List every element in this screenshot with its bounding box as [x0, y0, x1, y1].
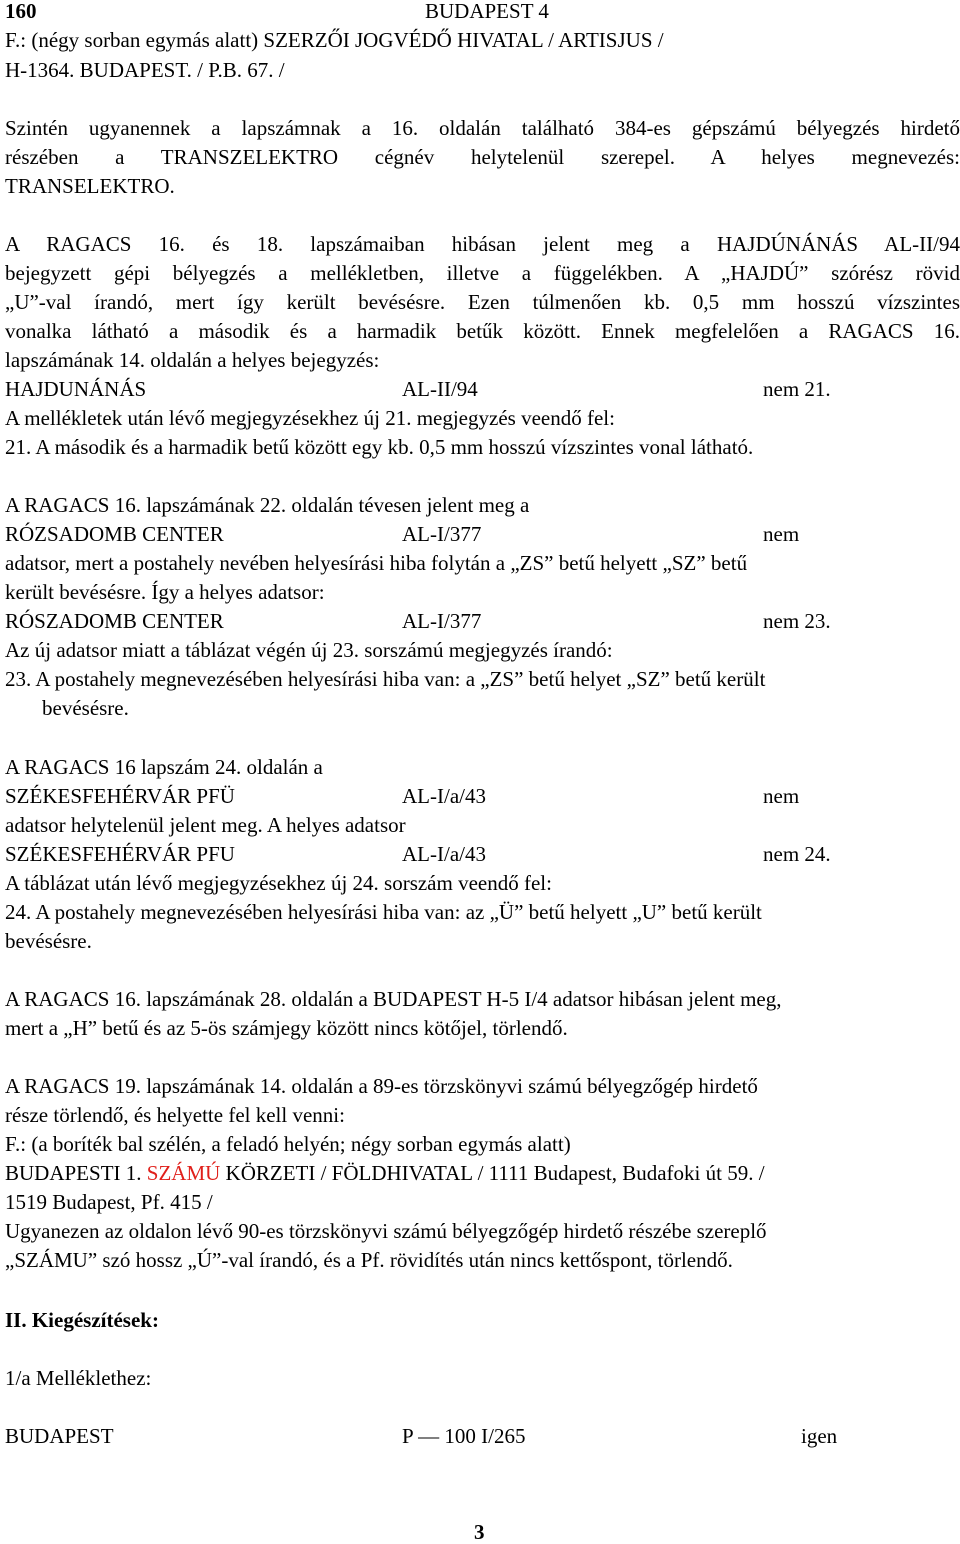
paragraph-line: 23. A postahely megnevezésében helyesírási hiba van: a „ZS” betű helyet „SZ” betű került — [5, 667, 766, 691]
row-code: AL-I/a/43 — [402, 842, 486, 866]
row-name: RÓSZADOMB CENTER — [5, 609, 224, 633]
paragraph-line: mert a „H” betű és az 5-ös számjegy között nincs kötőjel, törlendő. — [5, 1016, 568, 1040]
paragraph-line: adatsor helytelenül jelent meg. A helyes adatsor — [5, 813, 406, 837]
paragraph-line: TRANSELEKTRO. — [5, 174, 175, 198]
paragraph-line: részében a TRANSZELEKTRO cégnév helytelenül szerepel. A helyes megnevezés: — [5, 145, 960, 169]
paragraph-line: Az új adatsor miatt a táblázat végén új 23. sorszámú megjegyzés írandó: — [5, 638, 613, 662]
row-code: AL-I/377 — [402, 609, 482, 633]
row-code: AL-I/377 — [402, 522, 482, 546]
paragraph-line: 24. A postahely megnevezésében helyesírási hiba van: az „Ü” betű helyett „U” betű került — [5, 900, 762, 924]
paragraph-line: vonalka látható a második és a harmadik betűk között. Ennek megfelelően a RAGACS 16. — [5, 319, 960, 343]
paragraph-line: A RAGACS 16. lapszámának 28. oldalán a BUDAPEST H-5 I/4 adatsor hibásan jelent meg, — [5, 987, 782, 1011]
page-number: 160 — [5, 0, 37, 23]
paragraph-line: adatsor, mert a postahely nevében helyesírási hiba folytán a „ZS” betű helyett „SZ” betű — [5, 551, 748, 575]
header-line: H-1364. BUDAPEST. / P.B. 67. / — [5, 58, 285, 82]
paragraph-line: bejegyzett gépi bélyegzés a mellékletben, illetve a függelékben. A „HAJDÚ” szórész rövid — [5, 261, 960, 285]
row-name: HAJDUNÁNÁS — [5, 377, 147, 401]
row-flag: nem — [763, 784, 800, 808]
row-name: SZÉKESFEHÉRVÁR PFÜ — [5, 784, 235, 808]
paragraph-line: A RAGACS 19. lapszámának 14. oldalán a 89-es törzskönyvi számú bélyegzőgép hirdető — [5, 1074, 758, 1098]
row-flag: nem 24. — [763, 842, 831, 866]
paragraph-line: „SZÁMU” szó hossz „Ú”-val írandó, és a Pf. rövidítés után nincs kettőspont, törlendő. — [5, 1248, 733, 1272]
paragraph-line: A mellékletek után lévő megjegyzésekhez új 21. megjegyzés veendő fel: — [5, 406, 615, 430]
row-flag: igen — [801, 1424, 838, 1448]
paragraph-line: F.: (a boríték bal szélén, a feladó helyén; négy sorban egymás alatt) — [5, 1132, 571, 1156]
paragraph-line: része törlendő, és helyette fel kell venni: — [5, 1103, 345, 1127]
text-segment: KÖRZETI / FÖLDHIVATAL / 1111 Budapest, Budafoki út 59. / — [225, 1161, 765, 1185]
paragraph-line: A táblázat után lévő megjegyzésekhez új 24. sorszám veendő fel: — [5, 871, 552, 895]
paragraph-line: bevésésre. — [5, 929, 92, 953]
paragraph-line: 21. A második és a harmadik betű között egy kb. 0,5 mm hosszú vízszintes vonal látható. — [5, 435, 754, 459]
paragraph-line: A RAGACS 16 lapszám 24. oldalán a — [5, 755, 323, 779]
row-name: RÓZSADOMB CENTER — [5, 522, 224, 546]
page-title: BUDAPEST 4 — [425, 0, 549, 23]
paragraph-line: Ugyanezen az oldalon lévő 90-es törzskönyvi számú bélyegzőgép hirdető részébe szereplő — [5, 1219, 767, 1243]
highlighted-word: SZÁMÚ — [146, 1161, 221, 1185]
paragraph-line: A RAGACS 16. lapszámának 22. oldalán tévesen jelent meg a — [5, 493, 530, 517]
text-segment: BUDAPESTI 1. — [5, 1161, 142, 1185]
row-name: SZÉKESFEHÉRVÁR PFU — [5, 842, 235, 866]
row-name: BUDAPEST — [5, 1424, 114, 1448]
paragraph-line: Szintén ugyanennek a lapszámnak a 16. oldalán található 384-es gépszámú bélyegzés hirdető — [5, 116, 960, 140]
row-code: P — 100 I/265 — [402, 1424, 526, 1448]
row-code: AL-I/a/43 — [402, 784, 486, 808]
row-flag: nem — [763, 522, 800, 546]
row-flag: nem 21. — [763, 377, 831, 401]
header-line: F.: (négy sorban egymás alatt) SZERZŐI JOGVÉDŐ HIVATAL / ARTISJUS / — [5, 28, 664, 52]
footer-page-number: 3 — [474, 1520, 485, 1544]
paragraph-line: 1519 Budapest, Pf. 415 / — [5, 1190, 213, 1214]
paragraph-line — [5, 1163, 765, 1184]
paragraph-line: lapszámának 14. oldalán a helyes bejegyzés: — [5, 348, 380, 372]
paragraph-line: A RAGACS 16. és 18. lapszámaiban hibásan jelent meg a HAJDÚNÁNÁS AL-II/94 — [5, 232, 960, 256]
paragraph-line: került bevésésre. Így a helyes adatsor: — [5, 580, 325, 604]
row-code: AL-II/94 — [402, 377, 478, 401]
subsection-heading: 1/a Melléklethez: — [5, 1366, 152, 1390]
row-flag: nem 23. — [763, 609, 831, 633]
paragraph-line: bevésésre. — [42, 696, 129, 720]
section-heading: II. Kiegészítések: — [5, 1308, 159, 1332]
paragraph-line: „U”-val írandó, mert így került bevésésre. Ezen túlmenően kb. 0,5 mm hosszú vízszintes — [5, 290, 960, 314]
